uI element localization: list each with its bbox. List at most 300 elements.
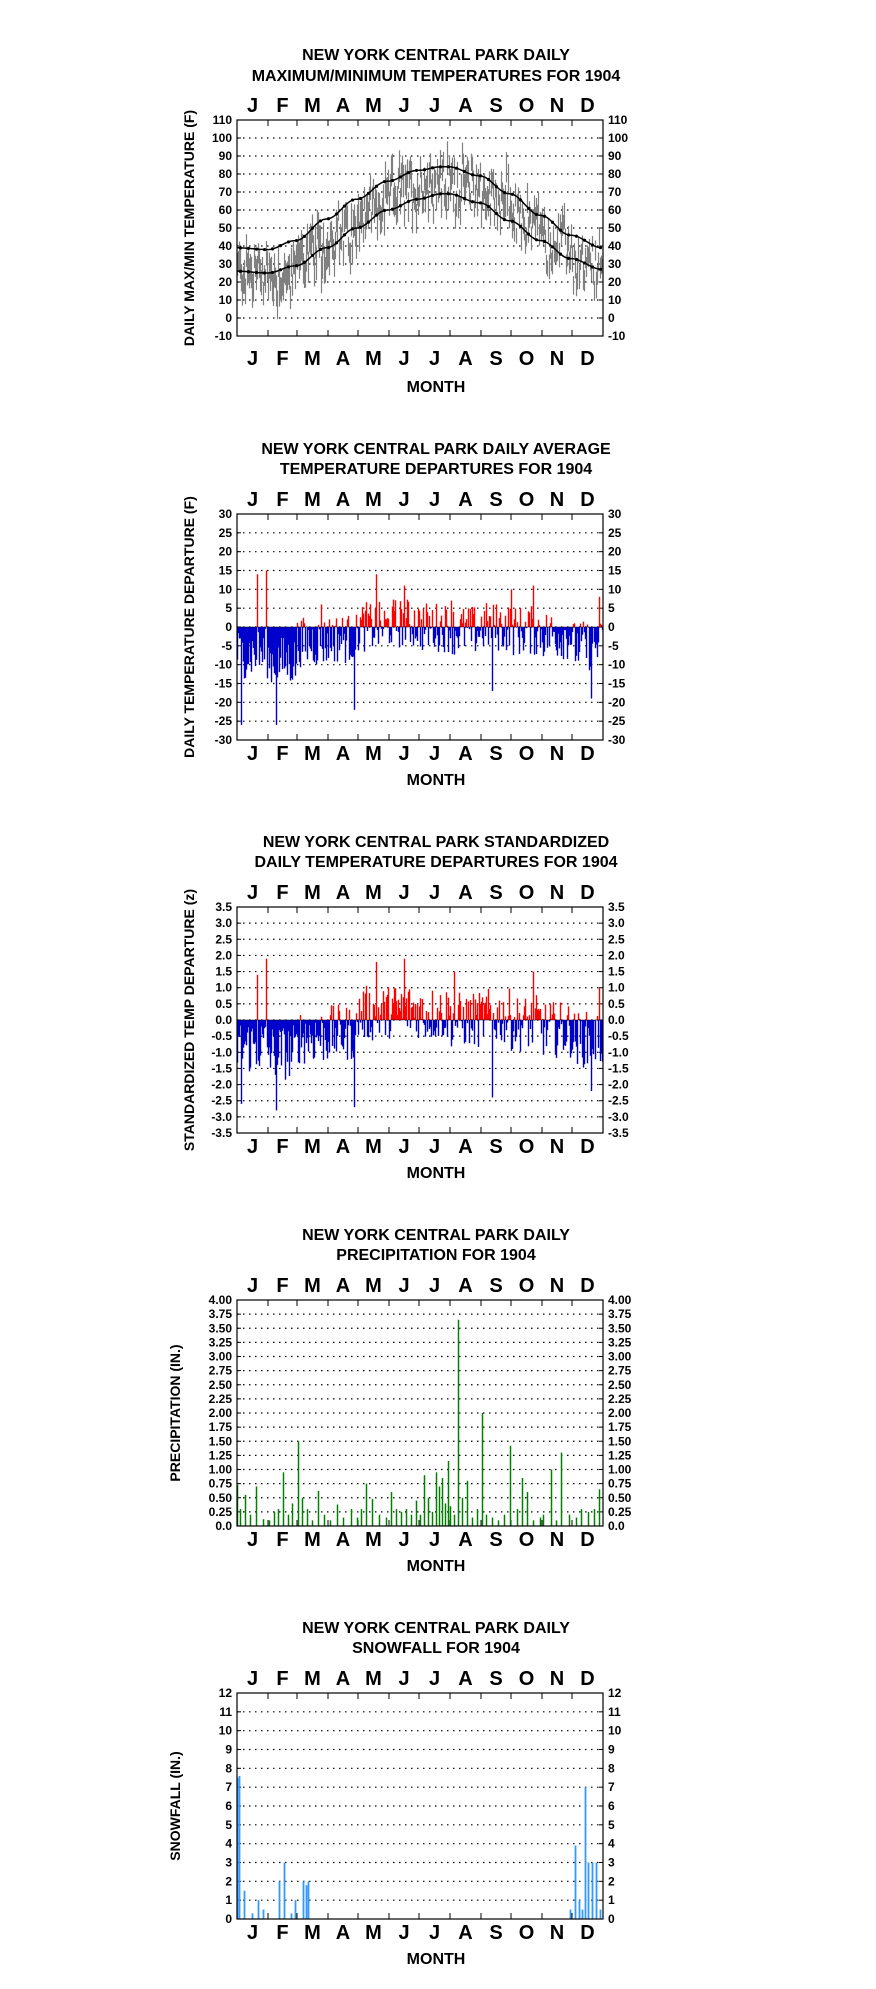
normal-max-point <box>495 185 498 188</box>
normal-max-point <box>543 215 546 218</box>
chart4-month-label-top: J <box>428 1275 441 1297</box>
normal-max-point <box>487 178 490 181</box>
chart4-month-label-top: F <box>276 1275 289 1297</box>
chart3-ytick-label-left: -2.0 <box>211 1077 232 1092</box>
chart1-month-label-top: J <box>428 95 441 117</box>
chart3-month-label-top: J <box>398 882 410 904</box>
chart4-ytick-label-right: 1.00 <box>608 1462 632 1477</box>
normal-min-point <box>447 192 450 195</box>
chart3-ytick-label-left: 1.5 <box>215 964 232 979</box>
chart2-ytick-label-right: -5 <box>608 638 619 653</box>
chart1-month-label-bottom: S <box>489 348 503 370</box>
normal-min-point <box>471 200 474 203</box>
chart4-title-line-2: PRECIPITATION FOR 1904 <box>336 1247 536 1264</box>
normal-max-point <box>367 192 370 195</box>
chart4-ytick-label-left: 3.25 <box>208 1335 232 1350</box>
normal-min-point <box>511 220 514 223</box>
chart4-ytick-label-left: 1.25 <box>208 1448 232 1463</box>
normal-min-point <box>431 194 434 197</box>
normal-min-point <box>463 197 466 200</box>
chart5-month-label-top: O <box>518 1668 535 1690</box>
normal-min-point <box>359 226 362 229</box>
normal-max-point <box>255 247 258 250</box>
chart3-month-label-bottom: J <box>428 1136 441 1158</box>
chart4-ytick-label-left: 2.00 <box>208 1406 232 1420</box>
chart3-month-label-bottom: O <box>518 1136 535 1158</box>
chart5-month-label-bottom: J <box>428 1922 441 1944</box>
chart5-ytick-label-left: 5 <box>225 1817 232 1832</box>
chart5-ytick-label-left: 0 <box>225 1912 232 1926</box>
chart2-month-label-bottom: S <box>489 743 503 765</box>
chart1-month-label-bottom: D <box>580 348 595 370</box>
chart2-ytick-label-left: -30 <box>214 733 232 747</box>
chart4-ytick-label-right: 0.75 <box>608 1476 632 1491</box>
chart5-ytick-label-left: 3 <box>225 1855 232 1870</box>
chart1-month-label-top: M <box>304 95 321 117</box>
chart4-month-label-top: J <box>398 1275 410 1297</box>
chart5-month-label-bottom: A <box>458 1922 473 1944</box>
chart2-ytick-label-left: 5 <box>225 601 232 616</box>
chart1-month-label-bottom: F <box>276 348 289 370</box>
chart4-ytick-label-right: 2.50 <box>608 1377 632 1392</box>
chart3-ytick-label-left: 3.0 <box>215 916 232 931</box>
chart5-month-label-top: M <box>304 1668 321 1690</box>
chart5-month-label-top: J <box>246 1668 259 1690</box>
chart5-ytick-label-right: 7 <box>608 1780 615 1795</box>
chart3-ytick-label-right: 1.5 <box>608 964 625 979</box>
chart5-ytick-label-left: 8 <box>225 1761 232 1776</box>
chart4-ytick-label-left: 1.50 <box>208 1434 232 1449</box>
chart4-month-label-bottom: F <box>276 1529 289 1551</box>
chart1-ytick-label-left: 50 <box>218 221 232 235</box>
chart3-month-label-top: S <box>489 882 503 904</box>
chart1-ytick-label-right: 60 <box>608 203 622 217</box>
chart1-month-label-bottom: A <box>335 348 351 370</box>
chart2-y-axis-label: DAILY TEMPERATURE DEPARTURE (F) <box>181 496 197 758</box>
chart5-title-line-2: SNOWFALL FOR 1904 <box>352 1640 520 1657</box>
chart1-ytick-label-right: 0 <box>608 311 615 325</box>
chart3-ytick-label-right: 0.0 <box>608 1013 625 1027</box>
chart2-month-label-bottom: J <box>398 743 410 765</box>
normal-max-point <box>271 247 274 250</box>
chart1-x-axis-label: MONTH <box>406 379 466 396</box>
chart4-ytick-label-right: 3.00 <box>608 1349 632 1364</box>
chart1-month-label-bottom: J <box>428 348 441 370</box>
normal-min-point <box>263 271 266 274</box>
normal-min-point <box>303 261 306 264</box>
chart5-ytick-label-right: 8 <box>608 1761 615 1776</box>
chart2-title-line-2: TEMPERATURE DEPARTURES FOR 1904 <box>279 461 593 478</box>
chart5-month-label-top: F <box>276 1668 289 1690</box>
normal-min-point <box>367 221 370 224</box>
normal-min-point <box>311 254 314 257</box>
chart2-month-label-top: F <box>276 489 289 511</box>
chart1-ytick-label-left: 100 <box>211 131 232 145</box>
normal-min-point <box>439 192 442 195</box>
chart1-ytick-label-left: 60 <box>218 203 232 217</box>
chart1-ytick-label-right: 50 <box>608 221 622 235</box>
chart1-month-label-top: A <box>458 95 473 117</box>
normal-max-point <box>559 229 562 232</box>
chart4-ytick-label-right: 0.50 <box>608 1490 632 1505</box>
chart5-ytick-label-right: 5 <box>608 1817 615 1832</box>
chart4-ytick-label-right: 1.50 <box>608 1434 632 1449</box>
chart3-month-label-bottom: J <box>398 1136 410 1158</box>
normal-min-point <box>407 200 410 203</box>
chart1-ytick-label-right: 10 <box>608 293 622 307</box>
chart1-ytick-label-left: 0 <box>225 311 232 325</box>
chart2-month-label-bottom: F <box>276 743 289 765</box>
chart5-ytick-label-left: 1 <box>225 1893 232 1908</box>
normal-max-point <box>479 174 482 177</box>
chart3-month-label-top: M <box>304 882 321 904</box>
chart2-month-label-top: O <box>518 489 535 511</box>
chart2-ytick-label-right: 30 <box>608 507 622 521</box>
chart2-ytick-label-left: 10 <box>218 582 232 597</box>
chart4-ytick-label-left: 0.75 <box>208 1476 232 1491</box>
normal-max-point <box>311 227 314 230</box>
normal-max-point <box>327 217 330 220</box>
chart4-ytick-label-left: 4.00 <box>208 1293 232 1307</box>
chart4-ytick-label-right: 1.25 <box>608 1448 632 1463</box>
chart1-ytick-label-left: 70 <box>218 185 232 199</box>
chart1-ytick-label-left: 90 <box>218 149 232 163</box>
chart5-month-label-bottom: D <box>580 1922 595 1944</box>
chart3-ytick-label-right: 2.5 <box>608 932 625 947</box>
chart1-title-line-1: NEW YORK CENTRAL PARK DAILY <box>302 47 570 64</box>
chart2-ytick-label-left: 20 <box>218 544 232 559</box>
chart3-ytick-label-left: -3.0 <box>211 1109 232 1124</box>
chart4-ytick-label-right: 2.75 <box>608 1363 632 1378</box>
chart4-ytick-label-left: 1.75 <box>208 1420 232 1435</box>
chart4-month-label-top: A <box>335 1275 351 1297</box>
chart4-month-label-top: S <box>489 1275 503 1297</box>
chart2-month-label-top: S <box>489 489 503 511</box>
chart4-ytick-label-right: 0.25 <box>608 1504 632 1519</box>
chart3-title-line-2: DAILY TEMPERATURE DEPARTURES FOR 1904 <box>254 854 618 871</box>
chart2-month-label-bottom: N <box>549 743 565 765</box>
normal-max-point <box>351 198 354 201</box>
chart4-ytick-label-right: 1.75 <box>608 1420 632 1435</box>
normal-max-line <box>238 167 602 250</box>
chart1-ytick-label-right: 70 <box>608 185 622 199</box>
chart3-ytick-label-left: 2.5 <box>215 932 232 947</box>
normal-max-point <box>407 171 410 174</box>
normal-max-point <box>591 243 594 246</box>
chart2-month-label-bottom: M <box>365 743 382 765</box>
normal-min-point <box>247 270 250 273</box>
normal-max-point <box>263 248 266 251</box>
chart4-y-axis-label: PRECIPITATION (IN.) <box>167 1344 183 1482</box>
chart3-x-axis-label: MONTH <box>406 1165 466 1182</box>
chart3-month-label-bottom: M <box>304 1136 321 1158</box>
chart2-ytick-label-right: 20 <box>608 544 622 559</box>
chart3-ytick-label-left: 1.0 <box>215 980 232 995</box>
normal-max-point <box>335 212 338 215</box>
chart4-ytick-label-left: 3.50 <box>208 1321 232 1336</box>
chart1-month-label-top: O <box>518 95 535 117</box>
normal-max-point <box>287 240 290 243</box>
chart4-month-label-bottom: A <box>335 1529 351 1551</box>
chart2-x-axis-label: MONTH <box>406 772 466 789</box>
chart4-month-label-top: A <box>458 1275 473 1297</box>
chart3-month-label-top: A <box>335 882 351 904</box>
chart5-month-label-top: S <box>489 1668 503 1690</box>
chart1-y-axis-label: DAILY MAX/MIN TEMPERATURE (F) <box>181 109 197 347</box>
normal-min-point <box>375 213 378 216</box>
normal-min-point <box>455 194 458 197</box>
chart1-ytick-label-right: 20 <box>608 275 622 289</box>
chart3-title-line-1: NEW YORK CENTRAL PARK STANDARDIZED <box>262 834 610 851</box>
chart3-ytick-label-right: 1.0 <box>608 980 625 995</box>
normal-min-point <box>391 208 394 211</box>
normal-min-point <box>319 248 322 251</box>
normal-min-point <box>591 265 594 268</box>
normal-max-point <box>463 170 466 173</box>
chart2-ytick-label-left: -5 <box>221 638 232 653</box>
normal-min-point <box>255 271 258 274</box>
chart1-ytick-label-left: -10 <box>214 329 232 343</box>
chart3-ytick-label-right: 3.0 <box>608 916 625 931</box>
chart4-x-axis-label: MONTH <box>406 1558 466 1575</box>
normal-max-point <box>447 165 450 168</box>
chart5-month-label-bottom: O <box>518 1922 535 1944</box>
chart4-ytick-label-left: 3.75 <box>208 1307 232 1322</box>
chart5-ytick-label-right: 4 <box>608 1836 615 1851</box>
chart2-ytick-label-right: 25 <box>608 525 622 540</box>
chart5-ytick-label-left: 12 <box>218 1686 232 1700</box>
chart4-month-label-bottom: M <box>304 1529 321 1551</box>
normal-min-point <box>399 204 402 207</box>
chart2-ytick-label-right: 0 <box>608 620 615 634</box>
chart5-month-label-bottom: M <box>365 1922 382 1944</box>
chart2-ytick-label-right: -10 <box>608 657 626 672</box>
chart2-ytick-label-left: 15 <box>218 563 232 578</box>
normal-max-point <box>383 180 386 183</box>
chart1-title-line-2: MAXIMUM/MINIMUM TEMPERATURES FOR 1904 <box>251 68 621 85</box>
normal-max-point <box>535 213 538 216</box>
chart3-month-label-top: D <box>580 882 595 904</box>
chart1-month-label-top: N <box>549 95 565 117</box>
chart1-month-label-top: A <box>335 95 351 117</box>
chart2-ytick-label-left: -20 <box>214 695 232 710</box>
chart2-ytick-label-right: 5 <box>608 601 615 616</box>
chart2-month-label-top: D <box>580 489 595 511</box>
normal-min-point <box>351 227 354 230</box>
chart3-month-label-top: O <box>518 882 535 904</box>
chart2-ytick-label-left: -25 <box>214 714 232 729</box>
chart2-title-line-1: NEW YORK CENTRAL PARK DAILY AVERAGE <box>261 441 611 458</box>
chart4-ytick-label-left: 2.75 <box>208 1363 232 1378</box>
chart3-month-label-top: M <box>365 882 382 904</box>
chart1-ytick-label-left: 30 <box>218 257 232 271</box>
normal-min-point <box>495 212 498 215</box>
chart4-month-label-top: J <box>246 1275 259 1297</box>
chart4-month-label-bottom: J <box>428 1529 441 1551</box>
chart4-month-label-bottom: J <box>398 1529 410 1551</box>
normal-min-point <box>503 218 506 221</box>
chart4-month-label-top: D <box>580 1275 595 1297</box>
chart4-month-label-bottom: M <box>365 1529 382 1551</box>
chart3-ytick-label-left: -1.0 <box>211 1045 232 1060</box>
chart3-month-label-top: N <box>549 882 565 904</box>
chart5-y-axis-label: SNOWFALL (IN.) <box>167 1751 183 1861</box>
normal-max-point <box>439 165 442 168</box>
normal-min-point <box>599 268 602 271</box>
chart3-month-label-top: J <box>428 882 441 904</box>
normal-min-point <box>271 271 274 274</box>
normal-max-point <box>415 169 418 172</box>
normal-min-point <box>239 270 242 273</box>
chart5-month-label-bottom: J <box>246 1922 259 1944</box>
chart4-ytick-label-left: 2.25 <box>208 1391 232 1406</box>
normal-max-point <box>511 193 514 196</box>
chart3-ytick-label-left: 0.0 <box>215 1013 232 1027</box>
chart3-ytick-label-right: -1.5 <box>608 1061 629 1076</box>
normal-min-point <box>487 205 490 208</box>
normal-max-point <box>471 173 474 176</box>
chart1-month-label-bottom: M <box>365 348 382 370</box>
normal-min-point <box>519 225 522 228</box>
normal-min-point <box>423 197 426 200</box>
chart2-month-label-top: A <box>335 489 351 511</box>
normal-min-point <box>479 201 482 204</box>
chart4-ytick-label-right: 3.50 <box>608 1321 632 1336</box>
chart1-month-label-bottom: J <box>246 348 259 370</box>
chart5-month-label-top: N <box>549 1668 565 1690</box>
chart5-month-label-bottom: A <box>335 1922 351 1944</box>
chart4-title-line-1: NEW YORK CENTRAL PARK DAILY <box>302 1227 570 1244</box>
chart3-month-label-bottom: S <box>489 1136 503 1158</box>
chart1-ytick-label-right: 40 <box>608 239 622 253</box>
normal-max-point <box>527 207 530 210</box>
chart3-ytick-label-right: -3.0 <box>608 1109 629 1124</box>
chart3-ytick-label-left: -1.5 <box>211 1061 232 1076</box>
chart3-ytick-label-left: 3.5 <box>215 900 232 914</box>
chart3-month-label-bottom: J <box>246 1136 259 1158</box>
normal-max-point <box>359 197 362 200</box>
chart4-month-label-bottom: D <box>580 1529 595 1551</box>
chart1-ytick-label-left: 10 <box>218 293 232 307</box>
chart1-month-label-top: J <box>246 95 259 117</box>
chart2-ytick-label-left: 30 <box>218 507 232 521</box>
chart4-ytick-label-right: 3.25 <box>608 1335 632 1350</box>
normal-max-point <box>303 235 306 238</box>
normal-min-point <box>551 245 554 248</box>
chart4-ytick-label-right: 2.25 <box>608 1391 632 1406</box>
chart1-ytick-label-right: 110 <box>608 113 628 127</box>
chart1-month-label-bottom: J <box>398 348 410 370</box>
chart4-month-label-bottom: A <box>458 1529 473 1551</box>
chart3-ytick-label-right: -0.5 <box>608 1029 629 1044</box>
normal-max-point <box>423 168 426 171</box>
chart4-ytick-label-left: 0.25 <box>208 1504 232 1519</box>
chart5-ytick-label-left: 7 <box>225 1780 232 1795</box>
chart1-ytick-label-left: 40 <box>218 239 232 253</box>
normal-max-point <box>279 244 282 247</box>
chart5-month-label-bottom: S <box>489 1922 503 1944</box>
normal-max-point <box>239 246 242 249</box>
chart4-month-label-bottom: S <box>489 1529 503 1551</box>
chart2-month-label-bottom: J <box>246 743 259 765</box>
chart4-ytick-label-left: 3.00 <box>208 1349 232 1364</box>
chart3-ytick-label-left: 0.5 <box>215 996 232 1011</box>
chart3-month-label-bottom: F <box>276 1136 289 1158</box>
chart2-ytick-label-right: -20 <box>608 695 626 710</box>
chart4-ytick-label-right: 3.75 <box>608 1307 632 1322</box>
normal-min-point <box>575 258 578 261</box>
chart4-ytick-label-right: 2.00 <box>608 1406 632 1420</box>
chart4-month-label-bottom: O <box>518 1529 535 1551</box>
chart1-ytick-label-right: 100 <box>608 131 629 145</box>
normal-min-point <box>343 233 346 236</box>
chart3-month-label-bottom: M <box>365 1136 382 1158</box>
chart1-month-label-top: J <box>398 95 410 117</box>
chart1-month-label-bottom: A <box>458 348 473 370</box>
chart3-month-label-top: J <box>246 882 259 904</box>
chart3-ytick-label-right: -3.5 <box>608 1126 629 1140</box>
chart3-month-label-bottom: A <box>458 1136 473 1158</box>
chart5-ytick-label-right: 10 <box>608 1723 622 1738</box>
chart5-ytick-label-left: 2 <box>225 1874 232 1889</box>
chart3-ytick-label-right: 3.5 <box>608 900 625 914</box>
chart1-month-label-bottom: O <box>518 348 535 370</box>
chart2-month-label-top: N <box>549 489 565 511</box>
chart3-ytick-label-left: -3.5 <box>211 1126 232 1140</box>
chart2-month-label-bottom: A <box>458 743 473 765</box>
chart5-month-label-bottom: M <box>304 1922 321 1944</box>
chart4-month-label-top: M <box>304 1275 321 1297</box>
chart2-month-label-bottom: J <box>428 743 441 765</box>
normal-max-point <box>431 166 434 169</box>
chart5-month-label-top: M <box>365 1668 382 1690</box>
chart2-ytick-label-left: 25 <box>218 525 232 540</box>
chart5-ytick-label-right: 11 <box>608 1704 621 1719</box>
chart3-ytick-label-left: -0.5 <box>211 1029 232 1044</box>
normal-max-point <box>343 204 346 207</box>
chart5-ytick-label-left: 4 <box>225 1836 232 1851</box>
chart5-month-label-top: A <box>335 1668 351 1690</box>
normal-max-point <box>399 175 402 178</box>
chart3-ytick-label-left: -2.5 <box>211 1093 232 1108</box>
chart1-month-label-bottom: M <box>304 348 321 370</box>
chart2-ytick-label-left: -10 <box>214 657 232 672</box>
chart5-ytick-label-right: 1 <box>608 1893 615 1908</box>
chart2-ytick-label-right: -25 <box>608 714 626 729</box>
chart3-ytick-label-right: -1.0 <box>608 1045 629 1060</box>
chart5-month-label-bottom: N <box>549 1922 565 1944</box>
normal-max-point <box>455 167 458 170</box>
chart1-ytick-label-right: 30 <box>608 257 622 271</box>
chart2-month-label-bottom: D <box>580 743 595 765</box>
chart1-month-label-top: M <box>365 95 382 117</box>
normal-min-point <box>559 253 562 256</box>
chart1-ytick-label-right: -10 <box>608 329 626 343</box>
chart4-ytick-label-left: 0.0 <box>215 1519 232 1533</box>
chart5-ytick-label-right: 9 <box>608 1742 615 1757</box>
normal-min-point <box>543 240 546 243</box>
chart3-ytick-label-right: -2.5 <box>608 1093 629 1108</box>
chart5-ytick-label-right: 6 <box>608 1799 615 1813</box>
chart2-month-label-bottom: O <box>518 743 535 765</box>
chart2-month-label-top: J <box>246 489 259 511</box>
chart5-ytick-label-left: 9 <box>225 1742 232 1757</box>
chart2-ytick-label-right: 10 <box>608 582 622 597</box>
normal-min-point <box>415 198 418 201</box>
chart4-month-label-top: O <box>518 1275 535 1297</box>
chart2-ytick-label-right: 15 <box>608 563 622 578</box>
chart2-month-label-bottom: A <box>335 743 351 765</box>
